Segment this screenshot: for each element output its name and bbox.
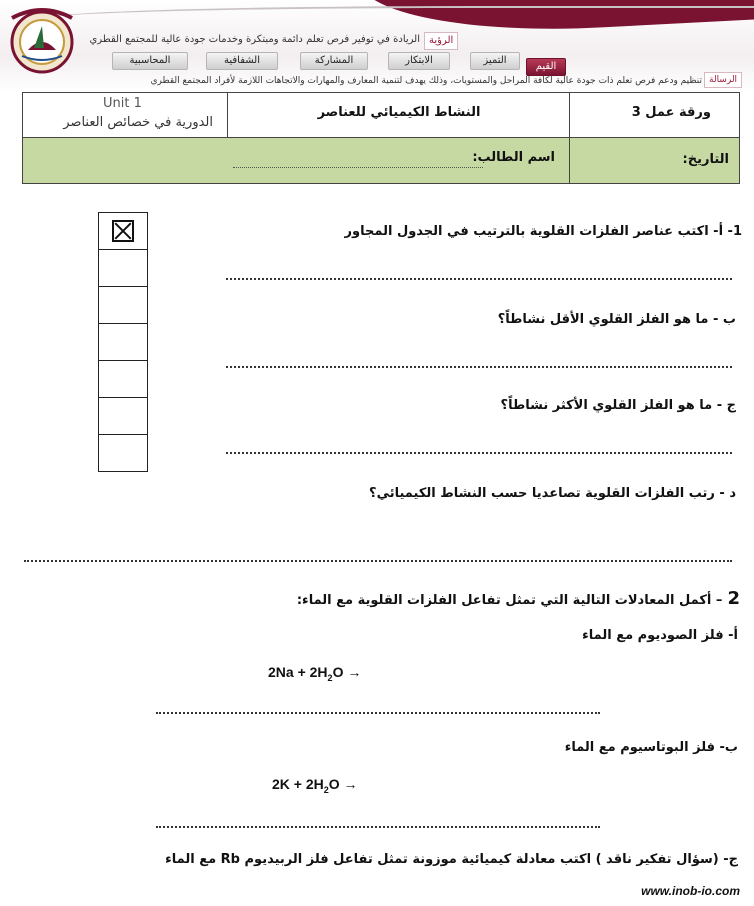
answer-table: [98, 212, 148, 472]
answer-line-1c[interactable]: [226, 452, 732, 454]
footer-url[interactable]: www.inob-io.com: [641, 884, 740, 898]
value-innovation: الابتكار: [388, 52, 450, 70]
question-1a: 1- أ- اكتب عناصر الفلزات القلوية بالترتيب في الجدول المجاور: [344, 224, 742, 239]
question-1b: ب - ما هو الفلز القلوي الأقل نشاطاً؟: [497, 312, 736, 327]
answer-box-7[interactable]: [98, 435, 148, 472]
answer-box-3[interactable]: [98, 287, 148, 324]
value-transparency: الشفافية: [206, 52, 278, 70]
answer-line-1a[interactable]: [226, 278, 732, 280]
row2-divider: [569, 137, 570, 183]
worksheet-title: ورقة عمل 3: [631, 105, 711, 120]
info-table: [22, 92, 740, 184]
header-banner: [0, 0, 754, 92]
value-accountability: المحاسبية: [112, 52, 188, 70]
answer-box-2[interactable]: [98, 250, 148, 287]
student-name-label: اسم الطالب:: [472, 150, 555, 165]
answer-box-6[interactable]: [98, 398, 148, 435]
x-mark-icon: [112, 220, 134, 242]
mission-text: تنظيم ودعم فرص تعلم ذات جودة عالية لكافة المراحل والمستويات، وذلك يهدف لتنمية المعارف والمهارات والاتجاهات اللازمة لأفراد المجتمع القطري: [150, 76, 702, 86]
question-2b: ب- فلز البوتاسيوم مع الماء: [564, 740, 738, 755]
equation-a: $2Na + 2H_2O$ →: [268, 664, 362, 683]
date-student-row: [23, 137, 739, 183]
mission-label: الرسالة: [704, 72, 742, 88]
unit-cell: [23, 93, 227, 137]
question-1d: د - رتب الفلزات القلوية تصاعديا حسب النشاط الكيميائي؟: [369, 486, 736, 501]
question-2c: ج- (سؤال تفكير ناقد ) اكتب معادلة كيميائية موزونة تمثل تفاعل فلز الربيديوم Rb مع الماء: [165, 852, 738, 867]
question-2-text: – أكمل المعادلات التالية التي تمثل تفاعل الفلزات القلوية مع الماء:: [296, 593, 723, 608]
unit-label: Unit 1: [103, 96, 142, 111]
question-2-number: 2: [727, 588, 740, 609]
value-excellence: التميز: [470, 52, 520, 70]
question-1c: ج - ما هو الفلز القلوي الأكثر نشاطاً؟: [500, 398, 736, 413]
value-participation: المشاركة: [300, 52, 368, 70]
student-name-field[interactable]: [233, 167, 483, 168]
lesson-title: النشاط الكيميائي للعناصر: [317, 105, 481, 120]
answer-box-1[interactable]: [98, 212, 148, 250]
equation-b: $2K + 2H_2O$ →: [272, 776, 358, 795]
ministry-logo: [4, 4, 80, 74]
values-label: القيم: [526, 58, 566, 76]
question-2-header: [297, 588, 740, 609]
answer-box-5[interactable]: [98, 361, 148, 398]
date-label: التاريخ:: [682, 152, 729, 167]
vision-label: الرؤية: [424, 32, 458, 50]
answer-line-2a[interactable]: [156, 712, 600, 714]
unit-subtitle: الدورية في خصائص العناصر: [63, 115, 213, 130]
lesson-cell: [227, 93, 569, 137]
answer-line-1d[interactable]: [24, 560, 732, 562]
worksheet-cell: [569, 93, 739, 137]
answer-box-4[interactable]: [98, 324, 148, 361]
answer-line-1b[interactable]: [226, 366, 732, 368]
question-2a: أ- فلز الصوديوم مع الماء: [582, 628, 738, 643]
answer-line-2b[interactable]: [156, 826, 600, 828]
vision-text: الريادة في توفير فرص تعلم دائمة ومبتكرة وخدمات جودة عالية للمجتمع القطري: [89, 34, 420, 45]
